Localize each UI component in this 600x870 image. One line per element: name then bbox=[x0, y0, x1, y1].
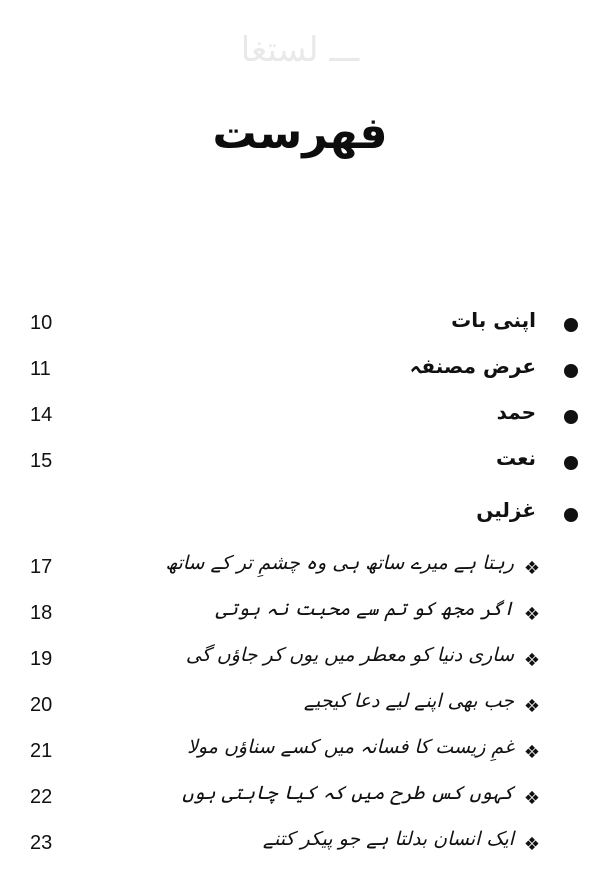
toc-item-label: حمد bbox=[496, 400, 536, 424]
toc-item-hamd[interactable] bbox=[0, 396, 600, 442]
toc-item-arz-e-musannifa[interactable] bbox=[0, 350, 600, 396]
four-diamond-icon: ❖ bbox=[523, 788, 540, 809]
toc-item-naat[interactable] bbox=[0, 442, 600, 488]
page-number: 22 bbox=[30, 786, 53, 808]
page-number: 11 bbox=[30, 358, 51, 380]
page-number: 17 bbox=[30, 556, 53, 578]
filled-circle-icon bbox=[564, 456, 578, 470]
toc-ghazal-label: رہتا ہے میرے ساتھ ہی وہ چشمِ تر کے ساتھ bbox=[165, 552, 514, 574]
toc-section-ghazlein[interactable] bbox=[0, 494, 600, 540]
toc-item-label: عرض مصنفہ bbox=[409, 354, 536, 378]
page-number: 10 bbox=[30, 312, 53, 334]
four-diamond-icon: ❖ bbox=[523, 604, 540, 625]
filled-circle-icon bbox=[564, 364, 578, 378]
four-diamond-icon: ❖ bbox=[523, 650, 540, 671]
toc-ghazal-label: ایک انسان بدلتا ہے جو پیکر کتنے bbox=[262, 828, 514, 850]
page-number: 23 bbox=[30, 832, 53, 854]
toc-item-label: نعت bbox=[496, 446, 536, 470]
filled-circle-icon bbox=[564, 508, 578, 522]
toc-ghazal-item[interactable] bbox=[0, 686, 600, 732]
page-title: فهرست bbox=[212, 108, 388, 159]
filled-circle-icon bbox=[564, 318, 578, 332]
page-number: 21 bbox=[30, 740, 53, 762]
page-number: 15 bbox=[30, 450, 53, 472]
toc-ghazal-label: اگر مجھ کو تم سے محبت نہ ہوتی bbox=[215, 598, 514, 620]
toc-ghazal-item[interactable] bbox=[0, 594, 600, 640]
toc-ghazal-label: جب بھی اپنے لیے دعا کیجیے bbox=[303, 690, 514, 712]
table-of-contents bbox=[0, 304, 600, 868]
toc-ghazal-label: ساری دنیا کو معطر میں یوں کر جاؤں گی bbox=[185, 644, 514, 666]
page-number: 20 bbox=[30, 694, 53, 716]
toc-ghazal-item[interactable] bbox=[0, 778, 600, 824]
toc-ghazal-label: کہوں کس طرح میں کہ کیا چاہتی ہوں bbox=[182, 782, 514, 804]
four-diamond-icon: ❖ bbox=[523, 696, 540, 717]
toc-item-label: اپنی بات bbox=[451, 308, 536, 332]
faint-show-through-text: ـــ لستغا bbox=[240, 30, 360, 70]
toc-ghazal-item[interactable] bbox=[0, 548, 600, 594]
toc-ghazal-item[interactable] bbox=[0, 824, 600, 870]
toc-item-label: غزلیں bbox=[476, 498, 536, 522]
page-number: 19 bbox=[30, 648, 53, 670]
four-diamond-icon: ❖ bbox=[523, 742, 540, 763]
toc-ghazal-item[interactable] bbox=[0, 732, 600, 778]
toc-ghazal-label: غمِ زیست کا فسانہ میں کسے سناؤں مولا bbox=[187, 736, 514, 758]
toc-ghazal-item[interactable] bbox=[0, 640, 600, 686]
page-number: 18 bbox=[30, 602, 53, 624]
filled-circle-icon bbox=[564, 410, 578, 424]
four-diamond-icon: ❖ bbox=[523, 558, 540, 579]
toc-item-apni-baat[interactable] bbox=[0, 304, 600, 350]
page-number: 14 bbox=[30, 404, 53, 426]
four-diamond-icon: ❖ bbox=[523, 834, 540, 855]
